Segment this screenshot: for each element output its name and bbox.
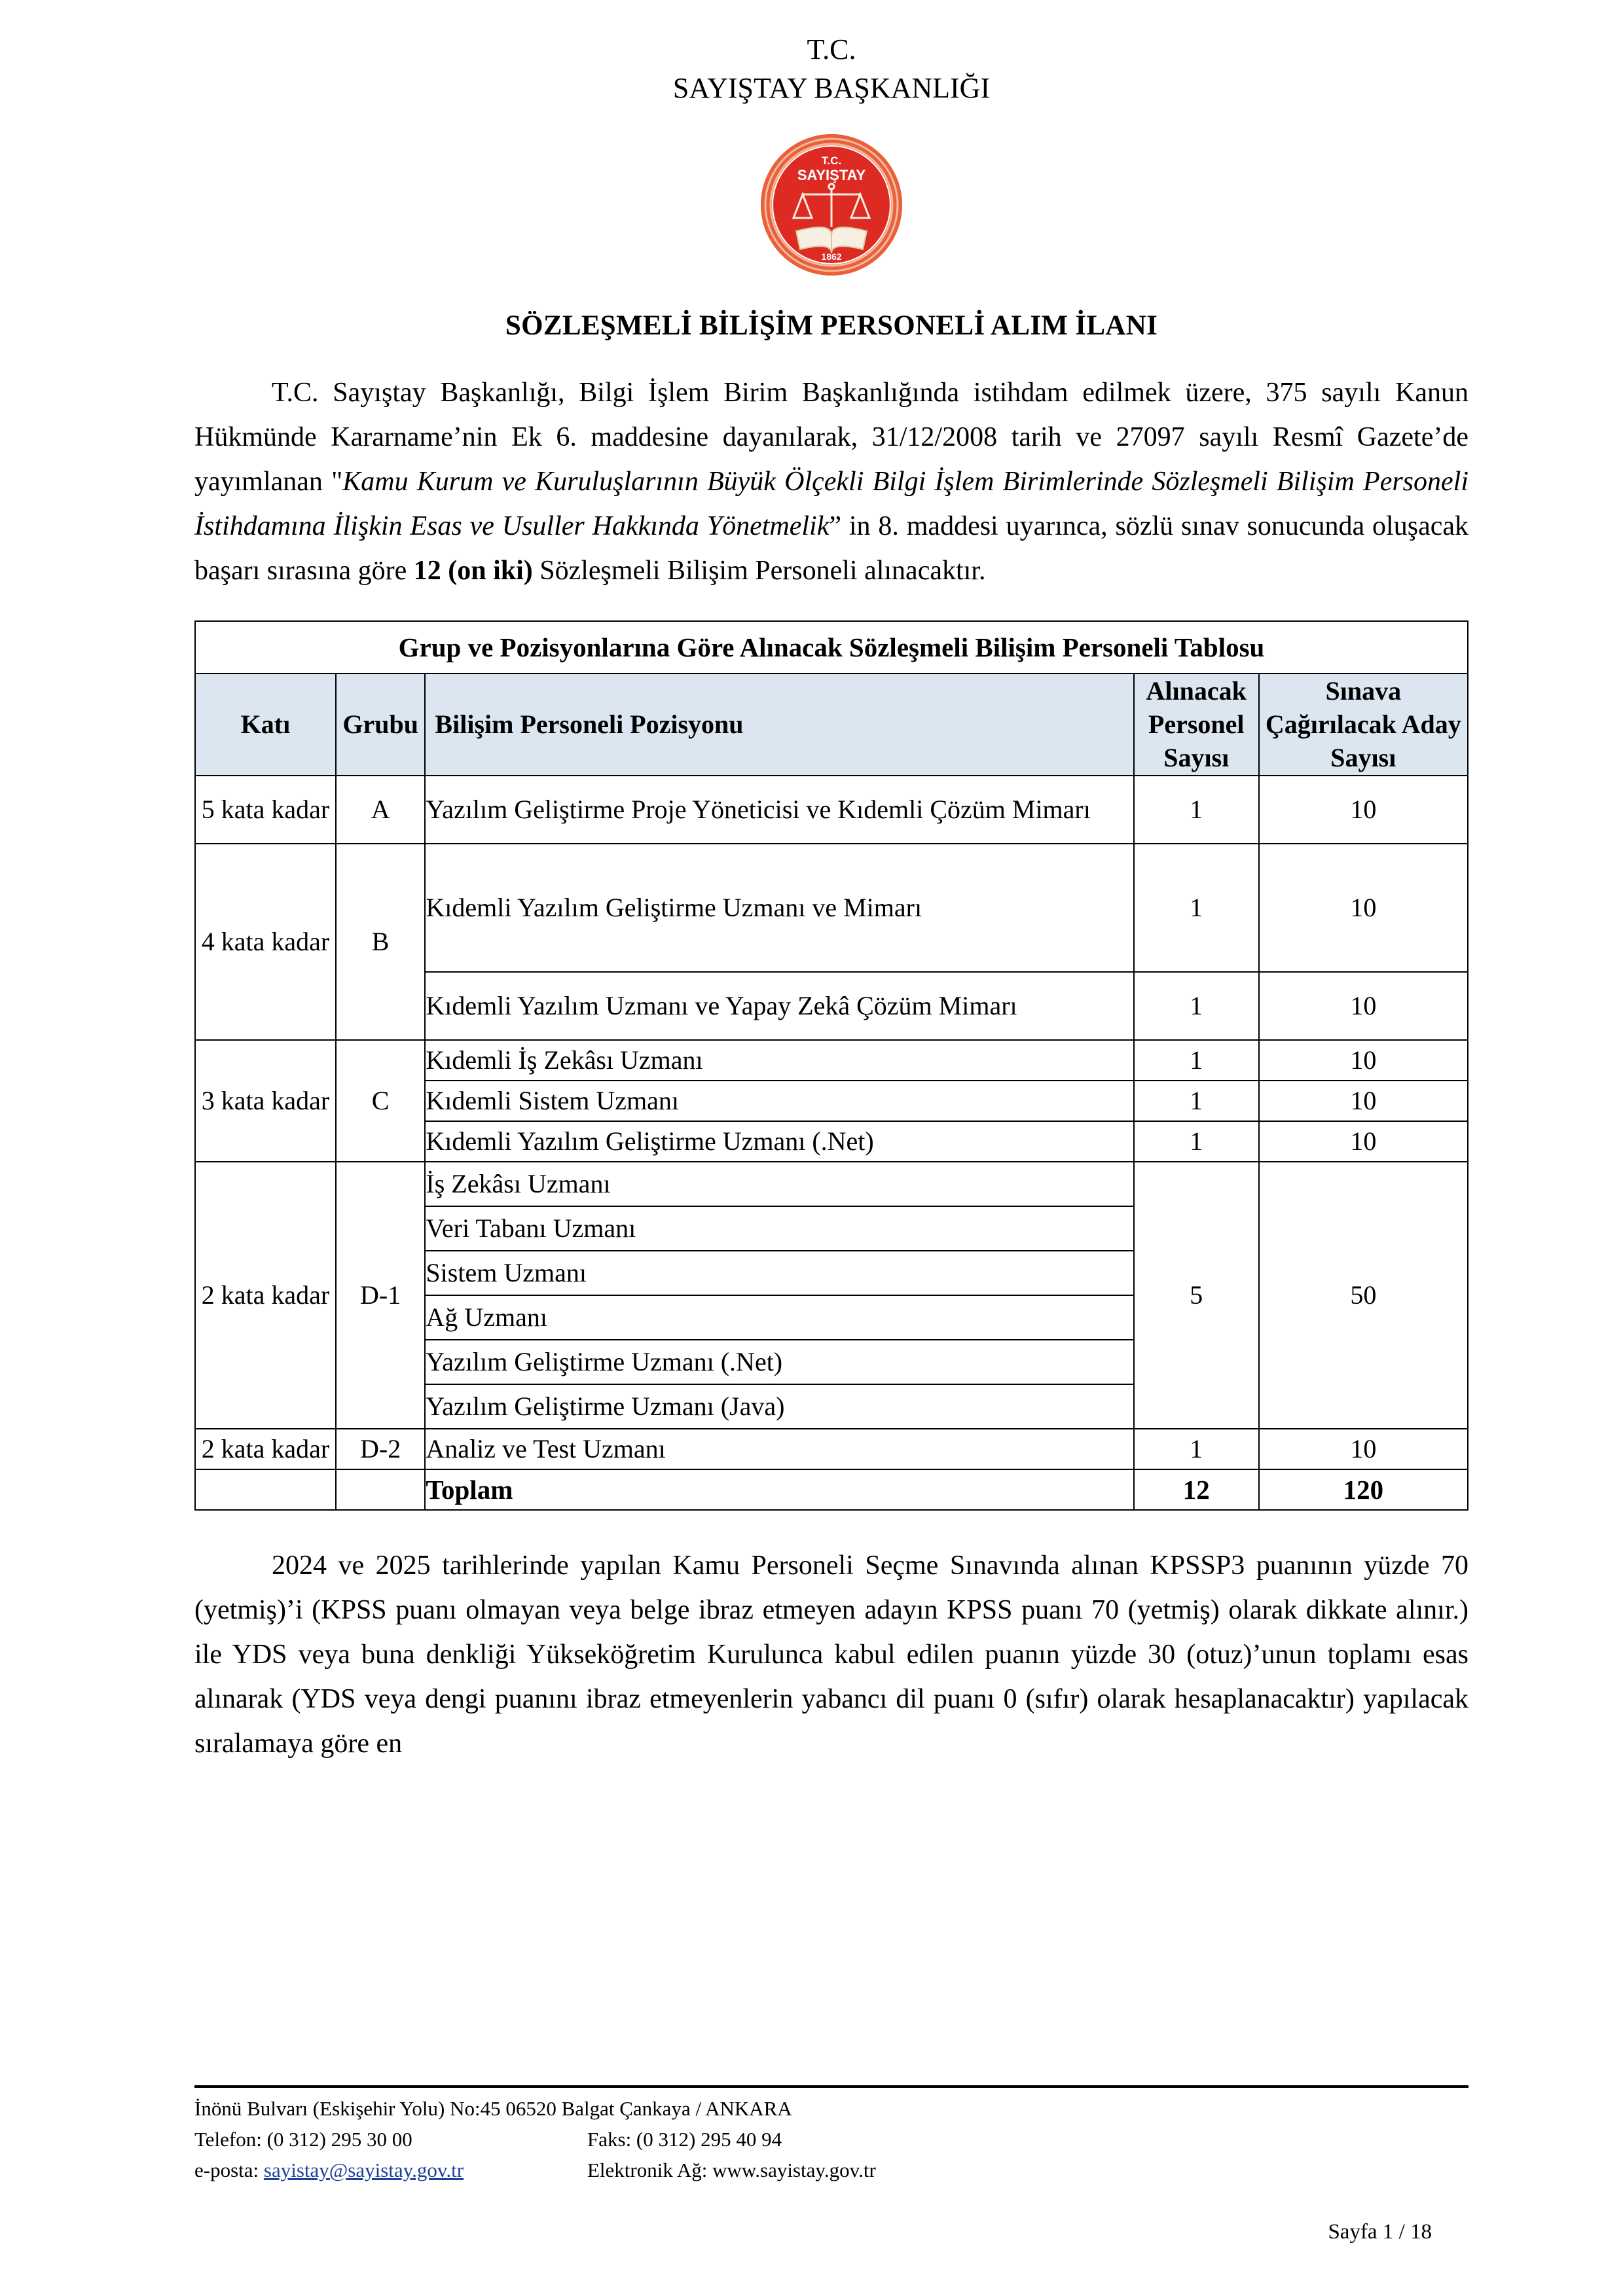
page-title: SÖZLEŞMELİ BİLİŞİM PERSONELİ ALIM İLANI	[505, 310, 1158, 341]
cell-sinava: 50	[1259, 1162, 1468, 1429]
cell-kati: 2 kata kadar	[195, 1162, 336, 1429]
cell-alinacak: 1	[1134, 776, 1259, 844]
cell-pozisyon: Analiz ve Test Uzmanı	[425, 1429, 1133, 1469]
cell-alinacak: 1	[1134, 1429, 1259, 1469]
cell-alinacak: 1	[1134, 972, 1259, 1040]
personnel-table-wrap	[194, 620, 1468, 1511]
cell-kati-empty	[195, 1469, 336, 1510]
cell-kati: 4 kata kadar	[195, 844, 336, 1040]
cell-sinava: 10	[1259, 1121, 1468, 1162]
emblem-year-text: 1862	[821, 251, 842, 262]
cell-pozisyon: Yazılım Geliştirme Uzmanı (Java)	[425, 1384, 1133, 1429]
cell-grubu: D-1	[336, 1162, 426, 1429]
footer-email-link[interactable]: sayistay@sayistay.gov.tr	[263, 2159, 464, 2182]
table-row	[195, 1162, 1468, 1206]
footer-email-row	[194, 2155, 1468, 2185]
cell-alinacak: 5	[1134, 1162, 1259, 1429]
cell-kati: 5 kata kadar	[195, 776, 336, 844]
intro-part1: T.C. Sayıştay Başkanlığı, Bilgi İşlem Birim Başkanlığında istihdam edilmek üzere, 375 sayılı Kanun Hükmünde Kararname’nin Ek 6. maddesine dayanılarak, 31/12/2008 tarih ve 27097 sayılı Resmî Gazete’de yayımlanan "	[194, 377, 1468, 497]
footer-phone: Telefon: (0 312) 295 30 00	[194, 2128, 412, 2151]
cell-pozisyon: Kıdemli Sistem Uzmanı	[425, 1081, 1133, 1121]
cell-grubu: D-2	[336, 1429, 426, 1469]
cell-grubu: C	[336, 1040, 426, 1162]
cell-alinacak: 1	[1134, 1121, 1259, 1162]
cell-sinava: 10	[1259, 1081, 1468, 1121]
cell-sinava: 10	[1259, 1429, 1468, 1469]
table-row	[195, 1429, 1468, 1469]
cell-pozisyon: Yazılım Geliştirme Proje Yöneticisi ve Kıdemli Çözüm Mimarı	[425, 776, 1133, 844]
table-row	[195, 1040, 1468, 1081]
footer-address: İnönü Bulvarı (Eskişehir Yolu) No:45 06520 Balgat Çankaya / ANKARA	[194, 2097, 792, 2120]
table-row	[195, 776, 1468, 844]
cell-pozisyon: Ağ Uzmanı	[425, 1295, 1133, 1340]
cell-sinava: 10	[1259, 776, 1468, 844]
cell-pozisyon: Veri Tabanı Uzmanı	[425, 1206, 1133, 1251]
header-pozisyon: Bilişim Personeli Pozisyonu	[425, 673, 1133, 776]
total-sinava: 120	[1259, 1469, 1468, 1510]
document-content	[194, 0, 1468, 1793]
intro-paragraph	[194, 370, 1468, 593]
table-total-row	[195, 1469, 1468, 1510]
page-number: Sayfa 1 / 18	[1328, 2220, 1432, 2244]
cell-grubu-empty	[336, 1469, 426, 1510]
cell-kati: 2 kata kadar	[195, 1429, 336, 1469]
sayistay-emblem-icon	[758, 132, 905, 278]
intro-part3: Sözleşmeli Bilişim Personeli alınacaktır.	[532, 555, 986, 586]
organization-header	[194, 0, 1468, 108]
table-row	[195, 844, 1468, 972]
cell-pozisyon: Kıdemli İş Zekâsı Uzmanı	[425, 1040, 1133, 1081]
footer-phone-row	[194, 2124, 1468, 2155]
closing-paragraph: 2024 ve 2025 tarihlerinde yapılan Kamu Personeli Seçme Sınavında alınan KPSSP3 puanının yüzde 70 (yetmiş)’i (KPSS puanı olmayan veya belge ibraz etmeyen adayın KPSS puanı 70 (yetmiş) olarak dikkate alınır.) ile YDS veya buna denkliği Yükseköğretim Kurulunca kabul edilen puanın yüzde 30 (otuz)’unun toplamı esas alınarak (YDS veya dengi puanını ibraz etmeyenlerin yabancı dil puanı 0 (sıfır) olarak hesaplanacaktır) yapılacak sıralamaya göre en	[194, 1550, 1468, 1759]
org-line-name: SAYIŞTAY BAŞKANLIĞI	[672, 72, 991, 105]
personnel-table	[194, 620, 1468, 1511]
org-line-tc: T.C.	[807, 33, 856, 65]
footer-divider	[194, 2085, 1468, 2088]
cell-grubu: B	[336, 844, 426, 1040]
header-alinacak: Alınacak Personel Sayısı	[1134, 673, 1259, 776]
cell-alinacak: 1	[1134, 844, 1259, 972]
footer-contact-block	[194, 2093, 1468, 2185]
cell-pozisyon: Kıdemli Yazılım Uzmanı ve Yapay Zekâ Çözüm Mimarı	[425, 972, 1133, 1040]
intro-count: 12 (on iki)	[413, 555, 533, 586]
cell-pozisyon: Yazılım Geliştirme Uzmanı (.Net)	[425, 1340, 1133, 1384]
cell-pozisyon: Kıdemli Yazılım Geliştirme Uzmanı (.Net)	[425, 1121, 1133, 1162]
table-title: Grup ve Pozisyonlarına Göre Alınacak Sözleşmeli Bilişim Personeli Tablosu	[195, 621, 1468, 673]
cell-pozisyon: Sistem Uzmanı	[425, 1251, 1133, 1295]
total-alinacak: 12	[1134, 1469, 1259, 1510]
cell-sinava: 10	[1259, 844, 1468, 972]
footer-web: Elektronik Ağ: www.sayistay.gov.tr	[587, 2159, 876, 2182]
intro-part2: ” in 8. maddesi uyarınca, sözlü sınav sonucunda oluşacak başarı sırasına göre	[194, 511, 1468, 586]
header-sinava: Sınava Çağırılacak Aday Sayısı	[1259, 673, 1468, 776]
total-label: Toplam	[425, 1469, 1133, 1510]
cell-kati: 3 kata kadar	[195, 1040, 336, 1162]
table-title-row	[195, 621, 1468, 673]
cell-sinava: 10	[1259, 972, 1468, 1040]
page-footer	[194, 2085, 1468, 2185]
cell-sinava: 10	[1259, 1040, 1468, 1081]
cell-alinacak: 1	[1134, 1081, 1259, 1121]
cell-pozisyon: Kıdemli Yazılım Geliştirme Uzmanı ve Mimarı	[425, 844, 1133, 972]
footer-email-cell	[194, 2155, 587, 2185]
emblem-container	[194, 132, 1468, 278]
emblem-main-text: SAYIŞTAY	[797, 166, 866, 183]
cell-alinacak: 1	[1134, 1040, 1259, 1081]
regulation-name: Kamu Kurum ve Kuruluşlarının Büyük Ölçekli Bilgi İşlem Birimlerinde Sözleşmeli Bilişim Personeli İstihdamına İlişkin Esas ve Usuller Hakkında Yönetmelik	[194, 466, 1469, 541]
header-kati: Katı	[195, 673, 336, 776]
emblem-top-text: T.C.	[821, 154, 842, 167]
table-header-row	[195, 673, 1468, 776]
cell-pozisyon: İş Zekâsı Uzmanı	[425, 1162, 1133, 1206]
footer-email-label: e-posta:	[194, 2159, 259, 2182]
footer-fax: Faks: (0 312) 295 40 94	[587, 2128, 782, 2151]
header-grubu: Grubu	[336, 673, 426, 776]
cell-grubu: A	[336, 776, 426, 844]
